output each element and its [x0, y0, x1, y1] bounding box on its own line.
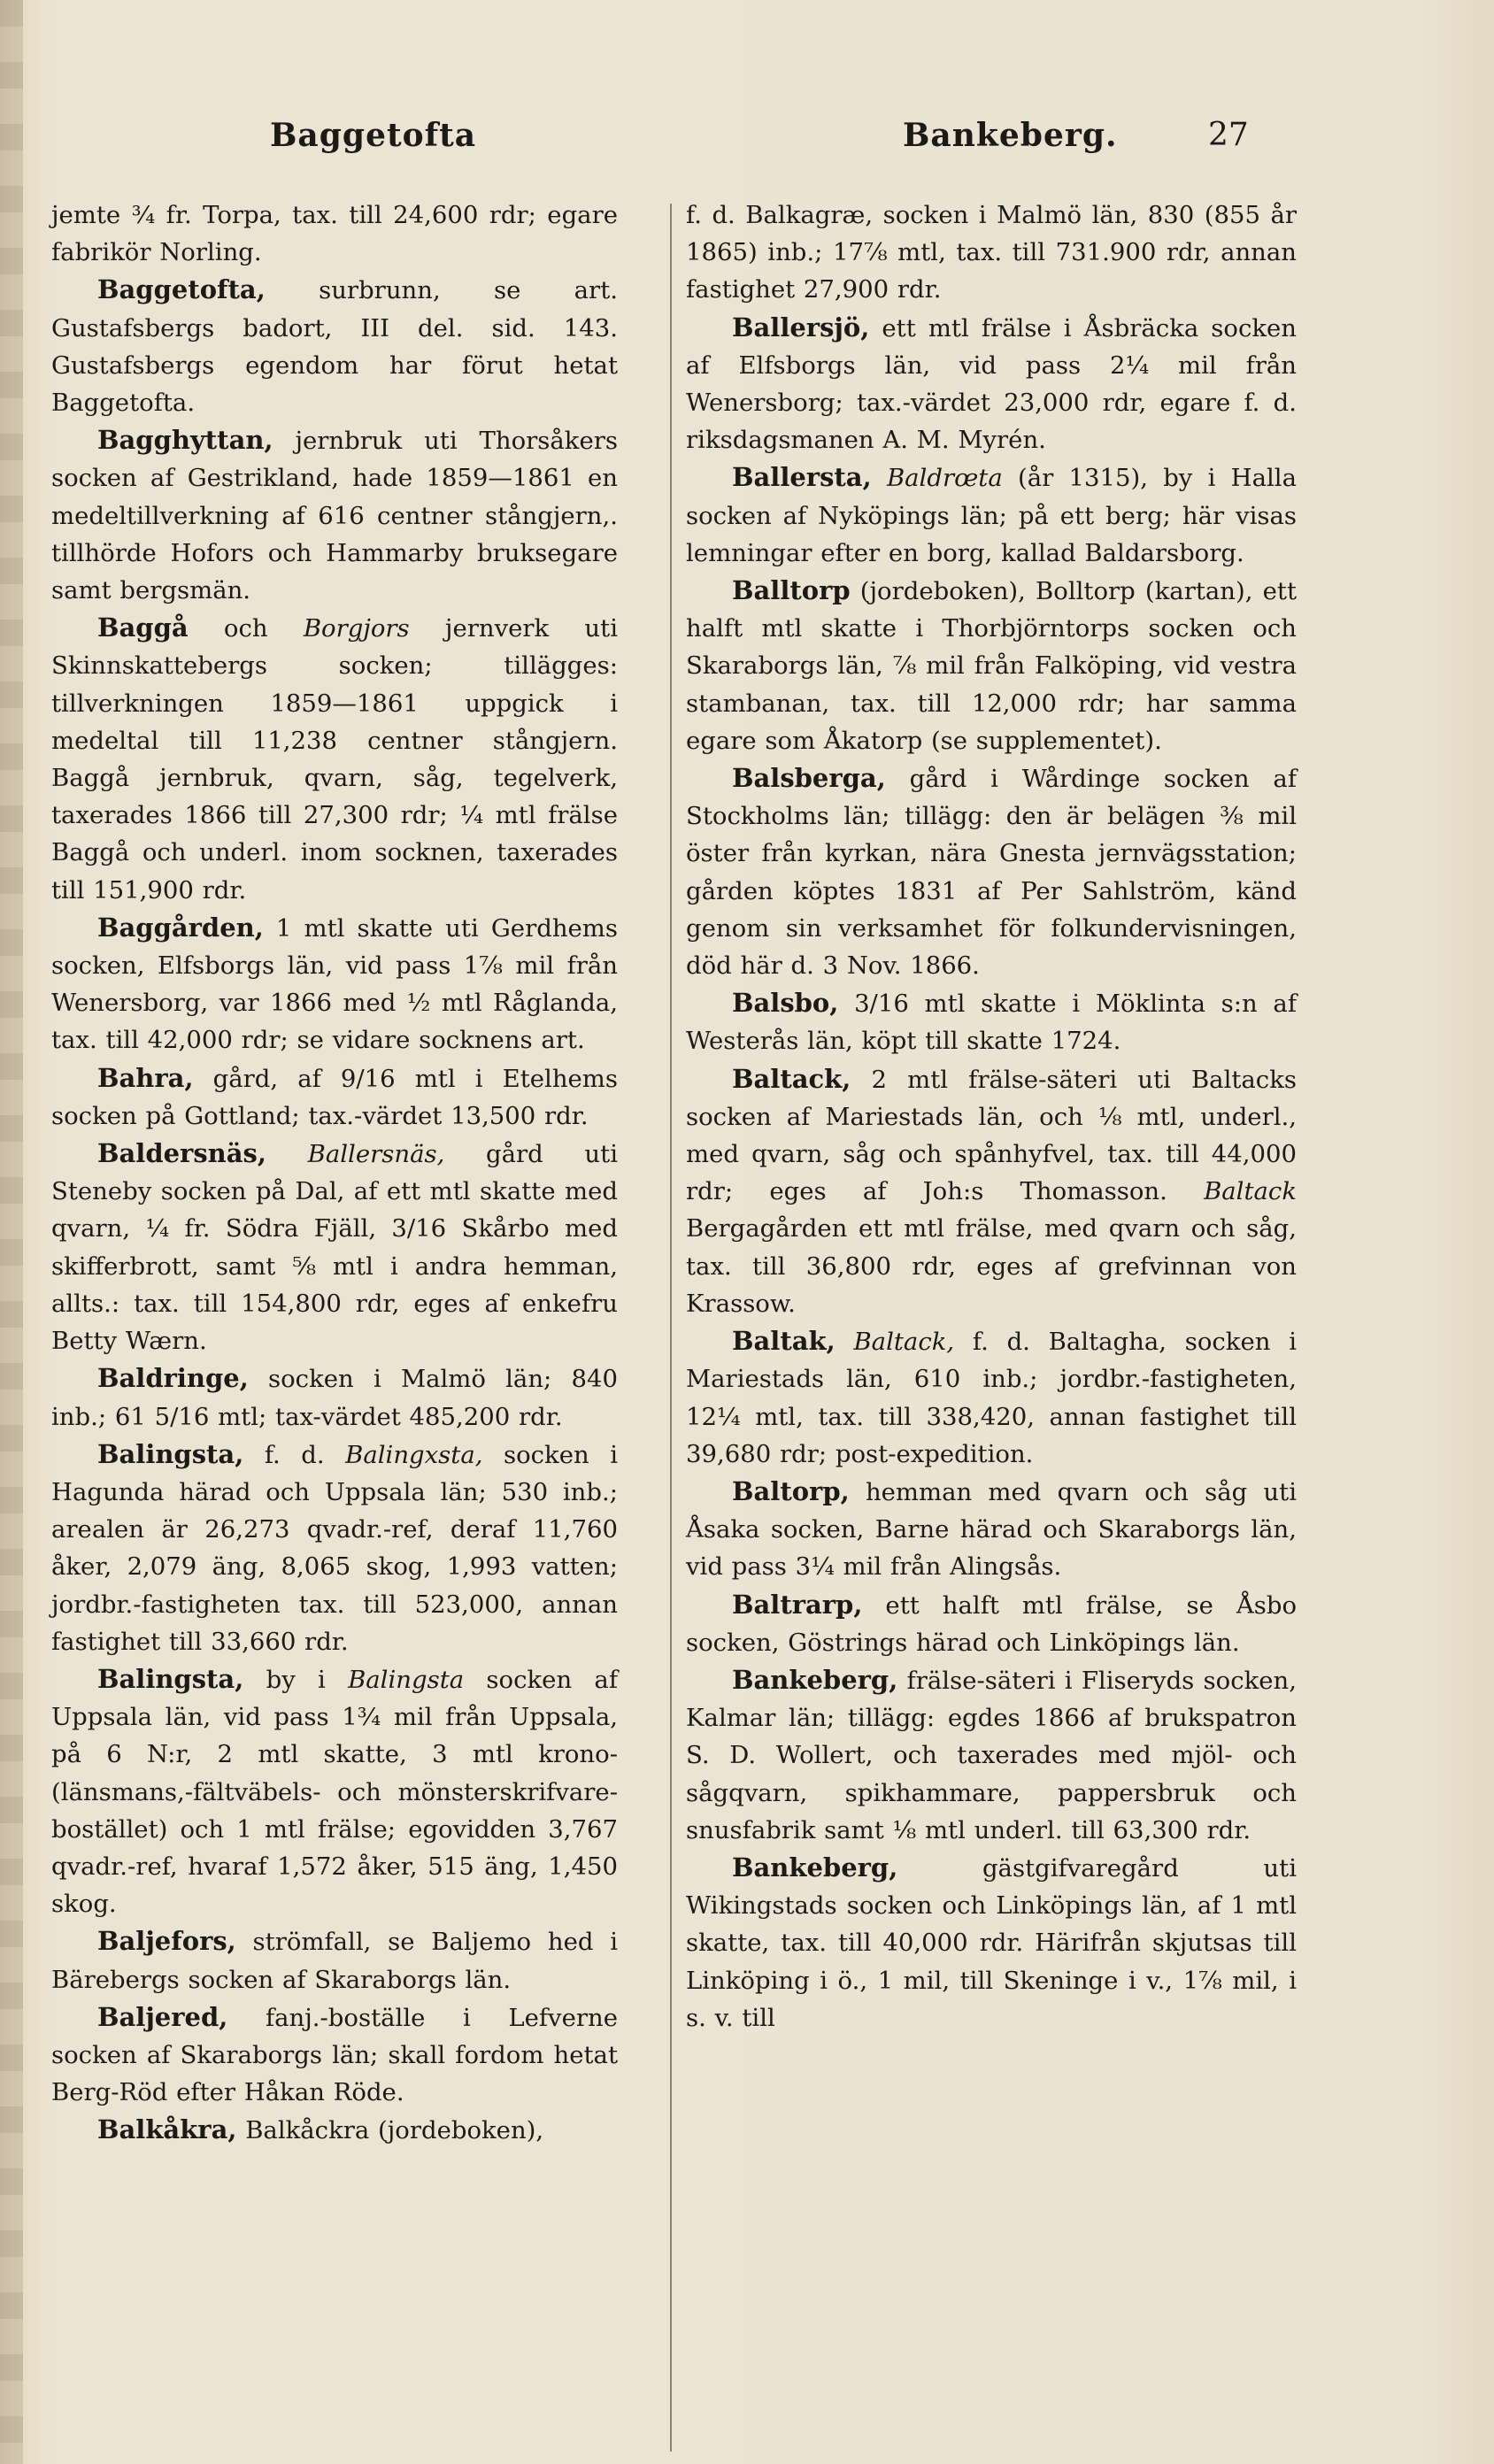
entry-headword: Baltorp, — [732, 1475, 850, 1506]
entry-text: och — [188, 614, 304, 643]
dictionary-entry — [51, 609, 618, 909]
entry-headword: Baldersnäs, — [97, 1138, 266, 1169]
entry-text: (jordeboken), Bolltorp (kartan), ett halft mtl skatte i Thorbjörntorps socken och Skaraborgs län, ⅞ mil från Falköping, vid vestra stambanan, tax. till 12,000 rdr; har samma egare som Åkatorp (se supplementet). — [686, 577, 1297, 755]
dictionary-entry — [51, 196, 618, 271]
entry-text-continued: socken i Hagunda härad och Uppsala län; 530 inb.; arealen är 26,273 qvadr.-ref, deraf 11,760 åker, 2,079 äng, 8,065 skog, 1,993 vatten; jordbr.-fastigheten tax. till 523,000, annan fastighet till 33,660 rdr. — [51, 1440, 619, 1656]
dictionary-entry — [686, 196, 1297, 309]
entry-italic-term: Baltack — [1204, 1177, 1297, 1206]
entry-text: socken i Malmö län; 840 inb.; 61 5/16 mtl; tax-värdet 485,200 rdr. — [51, 1365, 618, 1431]
entry-text — [872, 464, 887, 492]
entry-text — [266, 1140, 308, 1168]
dictionary-entry — [51, 1998, 618, 2112]
entry-headword: Baljefors, — [97, 1926, 236, 1957]
page-binding-edge — [0, 0, 23, 2464]
dictionary-entry — [686, 458, 1297, 572]
entry-text: jemte ¾ fr. Torpa, tax. till 24,600 rdr; egare fabrikör Norling. — [51, 201, 618, 267]
entry-headword: Baldringe, — [97, 1363, 249, 1394]
dictionary-entry — [686, 1586, 1297, 1661]
entry-text: f. d. Balkagræ, socken i Malmö län, 830 (855 år 1865) inb.; 17⅞ mtl, tax. till 731.900 rdr, annan fastighet 27,900 rdr. — [686, 201, 1297, 304]
entry-text-continued: (år 1315), by i Halla socken af Nyköpings län; på ett berg; här visas lemningar efter en borg, kallad Baldarsborg. — [686, 464, 1297, 567]
dictionary-entry — [51, 421, 618, 609]
page-number: 27 — [1208, 117, 1249, 153]
dictionary-entry — [686, 572, 1297, 759]
entry-text: 1 mtl skatte uti Gerdhems socken, Elfsborgs län, vid pass 1⅞ mil från Wenersborg, var 1866 med ½ mtl Råglanda, tax. till 42,000 rdr; se vidare socknens art. — [51, 913, 618, 1055]
dictionary-entry — [51, 271, 618, 421]
right-column — [686, 196, 1297, 2037]
dictionary-entry — [51, 909, 618, 1059]
entry-headword: Baggå — [97, 612, 189, 643]
left-column — [51, 196, 618, 2150]
entry-text-continued: socken af Uppsala län, vid pass 1¾ mil från Uppsala, på 6 N:r, 2 mtl skatte, 3 mtl krono- (länsmans,-fältväbels- och mönsterskrifvare-bostället) och 1 mtl frälse; egovidden 3,767 qvadr.-ref, hvaraf 1,572 åker, 515 äng, 1,450 skog. — [51, 1665, 618, 1919]
entry-italic-term: Baldrœta — [886, 464, 1003, 493]
entry-text: jernbruk uti Thorsåkers socken af Gestrikland, hade 1859—1861 en medeltillverkning af 616 centner stångjern,. tillhörde Hofors och Hammarby bruksegare samt bergsmän. — [51, 427, 618, 605]
entry-text: by i — [243, 1665, 349, 1694]
dictionary-entry — [51, 1922, 618, 1998]
dictionary-entry — [686, 759, 1297, 984]
entry-text: strömfall, se Baljemo hed i Bärebergs socken af Skaraborgs län. — [51, 1928, 618, 1994]
entry-headword: Bankeberg, — [732, 1852, 898, 1883]
header-left-title: Baggetofta — [270, 117, 477, 154]
entry-headword: Bagghyttan, — [97, 425, 273, 456]
entry-text: surbrunn, se art. Gustafsbergs badort, III del. sid. 143. Gustafsbergs egendom har förut hetat Baggetofta. — [51, 276, 618, 418]
entry-italic-term: Balingxsta, — [345, 1440, 483, 1469]
entry-headword: Bankeberg, — [732, 1664, 898, 1695]
entry-italic-term: Baltack, — [853, 1328, 955, 1357]
entry-headword: Balsbo, — [732, 988, 839, 1019]
entry-text: Balkåckra (jordeboken), — [236, 2116, 544, 2145]
entry-text: fanj.-boställe i Lefverne socken af Skaraborgs län; skall fordom hetat Berg-Röd efter Håkan Röde. — [51, 2003, 618, 2107]
dictionary-entry — [686, 1849, 1297, 2037]
entry-headword: Baltack, — [732, 1063, 851, 1094]
dictionary-entry — [686, 1322, 1297, 1473]
entry-text: gästgifvaregård uti Wikingstads socken och Linköpings län, af 1 mtl skatte, tax. till 40,000 rdr. Härifrån skjutsas till Linköping i ö., 1 mil, till Skeninge i v., 1⅞ mil, i s. v. till — [686, 1853, 1297, 2032]
entry-headword: Bahra, — [97, 1062, 194, 1093]
entry-text-continued: jernverk uti Skinnskattebergs socken; tillägges: tillverkningen 1859—1861 uppgick i medeltal till 11,238 centner stångjern. Baggå jernbruk, qvarn, såg, tegelverk, taxerades 1866 till 27,300 rdr; ¼ mtl frälse Baggå och underl. inom socknen, taxerades till 151,900 rdr. — [51, 614, 618, 905]
entry-text-continued: f. d. Baltagha, socken i Mariestads län, 610 inb.; jordbr.-fastigheten, 12¼ mtl, tax. till 338,420, annan fastighet till 39,680 rdr; post-expedition. — [686, 1328, 1297, 1468]
dictionary-entry — [51, 1059, 618, 1135]
entry-text: frälse-säteri i Fliseryds socken, Kalmar län; tillägg: egdes 1866 af brukspatron S. D. Wollert, och taxerades med mjöl- och sågqvarn, spikhammare, pappersbruk och snusfabrik samt ⅛ mtl underl. till 63,300 rdr. — [686, 1666, 1297, 1844]
entry-headword: Baljered, — [97, 2001, 228, 2032]
entry-text: ett halft mtl frälse, se Åsbo socken, Göstrings härad och Linköpings län. — [686, 1590, 1297, 1657]
entry-italic-term: Ballersnäs, — [307, 1140, 445, 1169]
entry-text — [836, 1328, 854, 1356]
entry-text: hemman med qvarn och såg uti Åsaka socken, Barne härad och Skaraborgs län, vid pass 3¼ mil från Alingsås. — [686, 1477, 1297, 1582]
dictionary-entry — [51, 1660, 618, 1922]
entry-text: 2 mtl frälse-säteri uti Baltacks socken af Mariestads län, och ⅛ mtl, underl., med qvarn, såg och spånhyfvel, tax. till 44,000 rdr; eges af Joh:s Thomasson. — [686, 1065, 1297, 1206]
dictionary-entry — [686, 1473, 1297, 1586]
column-divider — [670, 204, 672, 2452]
entry-text-continued: gård uti Steneby socken på Dal, af ett mtl skatte med qvarn, ¼ fr. Södra Fjäll, 3/16 Skårbo med skifferbrott, samt ⅝ mtl i andra hemman, allts.: tax. till 154,800 rdr, eges af enkefru Betty Wærn. — [51, 1140, 618, 1356]
dictionary-entry — [51, 2111, 618, 2149]
entry-text: gård, af 9/16 mtl i Etelhems socken på Gottland; tax.-värdet 13,500 rdr. — [51, 1064, 618, 1130]
dictionary-entry — [686, 1661, 1297, 1849]
dictionary-entry — [686, 1060, 1297, 1322]
entry-headword: Balingsta, — [97, 1438, 244, 1469]
dictionary-entry — [51, 1359, 618, 1435]
entry-italic-term: Balingsta — [348, 1665, 465, 1694]
entry-headword: Baggården, — [97, 912, 264, 943]
entry-italic-term: Borgjors — [303, 614, 410, 643]
entry-text: f. d. — [243, 1440, 346, 1469]
dictionary-entry — [686, 309, 1297, 459]
entry-text: ett mtl frälse i Åsbräcka socken af Elfsborgs län, vid pass 2¼ mil från Wenersborg; tax.-värdet 23,000 rdr, egare f. d. riksdagsmanen A. M. Myrén. — [686, 313, 1297, 455]
entry-headword: Ballersjö, — [732, 312, 870, 343]
dictionary-entry — [686, 984, 1297, 1059]
entry-text: gård i Wårdinge socken af Stockholms län; tillägg: den är belägen ⅜ mil öster från kyrkan, nära Gnesta jernvägsstation; gården köptes 1831 af Per Sahlström, känd genom sin verksamhet för folkundervisningen, död här d. 3 Nov. 1866. — [686, 765, 1297, 981]
entry-headword: Balkåkra, — [97, 2114, 237, 2145]
entry-headword: Ballersta, — [732, 462, 872, 493]
entry-text: 3/16 mtl skatte i Möklinta s:n af Westerås län, köpt till skatte 1724. — [686, 989, 1297, 1056]
entry-headword: Balsberga, — [732, 763, 886, 794]
entry-headword: Baltak, — [732, 1326, 836, 1357]
header-right-title: Bankeberg. — [903, 117, 1118, 154]
running-header — [0, 117, 1494, 170]
entry-headword: Baggetofta, — [97, 274, 266, 305]
dictionary-entry — [51, 1436, 618, 1660]
entry-headword: Balltorp — [732, 575, 851, 606]
dictionary-entry — [51, 1135, 618, 1359]
entry-headword: Balingsta, — [97, 1663, 244, 1694]
entry-headword: Baltrarp, — [732, 1589, 863, 1620]
entry-text-continued: Bergagården ett mtl frälse, med qvarn och såg, tax. till 36,800 rdr, eges af grefvinnan von Krassow. — [686, 1214, 1297, 1318]
